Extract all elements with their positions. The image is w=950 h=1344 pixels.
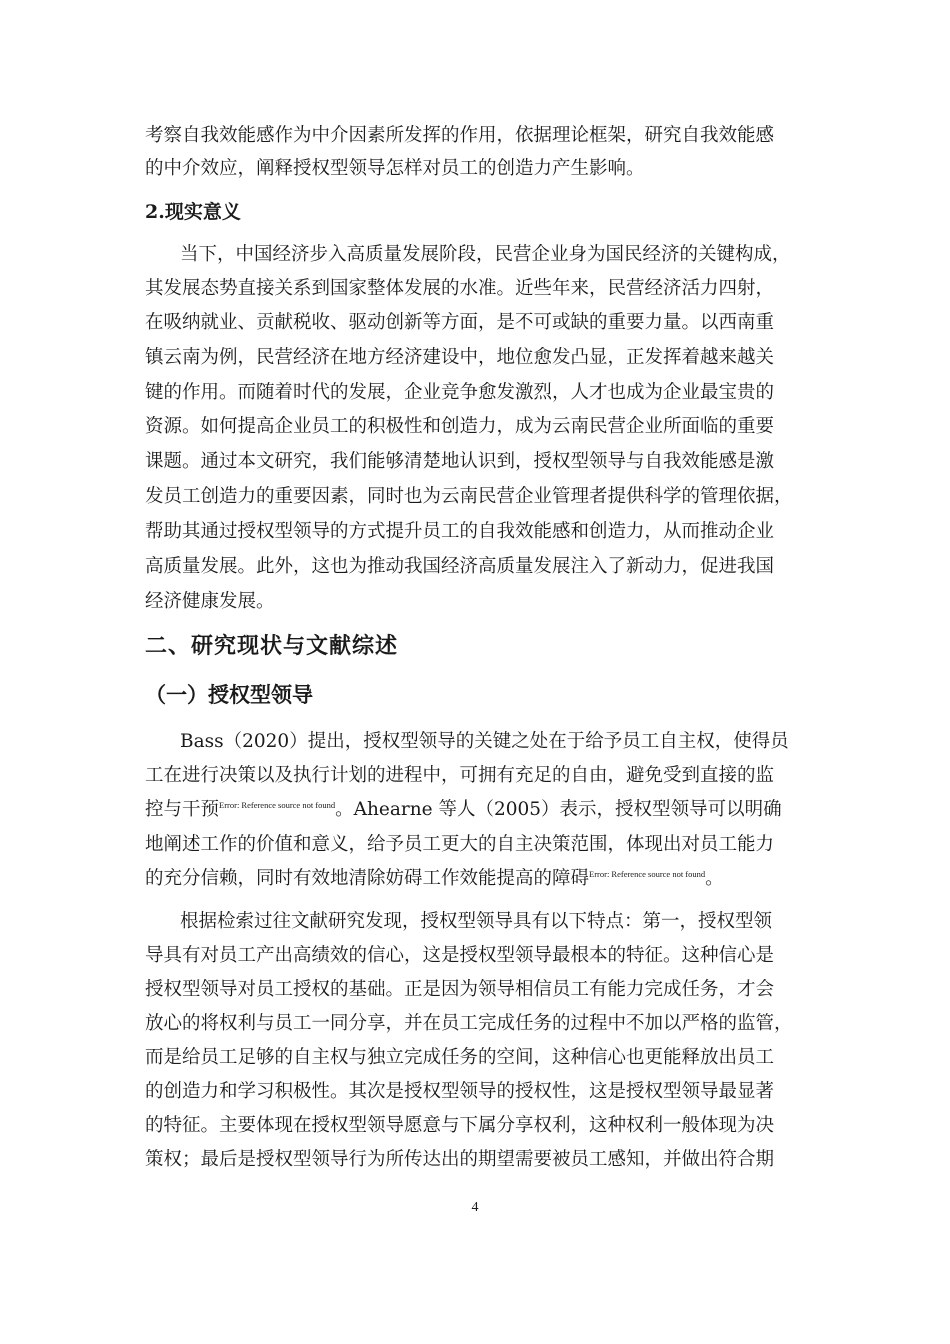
chapter-heading: 二、研究现状与文献综述 bbox=[145, 633, 399, 659]
paragraph-line: 发员工创造力的重要因素，同时也为云南民营企业管理者提供科学的管理依据， bbox=[145, 486, 793, 507]
reference-error-superscript: Error: Reference source not found bbox=[219, 800, 336, 810]
paragraph-line: 地阐述工作的价值和意义，给予员工更大的自主决策范围，体现出对员工能力 bbox=[145, 834, 775, 855]
paragraph-line bbox=[145, 798, 782, 822]
paragraph-line: 其发展态势直接关系到国家整体发展的水准。近些年来，民营经济活力四射， bbox=[145, 278, 775, 299]
paragraph-line: 工在进行决策以及执行计划的进程中，可拥有充足的自由，避免受到直接的监 bbox=[145, 765, 775, 786]
paragraph-line: 导具有对员工产出高绩效的信心，这是授权型领导最根本的特征。这种信心是 bbox=[145, 945, 775, 966]
paragraph-line: 高质量发展。此外，这也为推动我国经济高质量发展注入了新动力，促进我国 bbox=[145, 556, 775, 577]
paragraph-line: 的中介效应，阐释授权型领导怎样对员工的创造力产生影响。 bbox=[145, 158, 645, 179]
paragraph-line: 经济健康发展。 bbox=[145, 591, 275, 612]
paragraph-line: 考察自我效能感作为中介因素所发挥的作用，依据理论框架，研究自我效能感 bbox=[145, 125, 775, 146]
paragraph-line: 帮助其通过授权型领导的方式提升员工的自我效能感和创造力，从而推动企业 bbox=[145, 521, 775, 542]
paragraph-line: 镇云南为例，民营经济在地方经济建设中，地位愈发凸显，正发挥着越来越关 bbox=[145, 347, 775, 368]
paragraph-line: 放心的将权利与员工一同分享，并在员工完成任务的过程中不加以严格的监管， bbox=[145, 1013, 793, 1034]
paragraph-line: 键的作用。而随着时代的发展，企业竞争愈发激烈，人才也成为企业最宝贵的 bbox=[145, 382, 775, 403]
paragraph-line: Bass（2020）提出，授权型领导的关键之处在于给予员工自主权，使得员 bbox=[180, 731, 789, 752]
line-text: 的充分信赖，同时有效地清除妨碍工作效能提高的障碍 bbox=[145, 868, 590, 889]
paragraph-line: 授权型领导对员工授权的基础。正是因为领导相信员工有能力完成任务，才会 bbox=[145, 979, 775, 1000]
section-heading-practical-significance: 2.现实意义 bbox=[145, 201, 241, 223]
line-text: 。 bbox=[705, 868, 724, 889]
paragraph-line: 资源。如何提高企业员工的积极性和创造力，成为云南民营企业所面临的重要 bbox=[145, 416, 775, 437]
paragraph-line: 的特征。主要体现在授权型领导愿意与下属分享权利，这种权利一般体现为决 bbox=[145, 1115, 775, 1136]
paragraph-line: 而是给员工足够的自主权与独立完成任务的空间，这种信心也更能释放出员工 bbox=[145, 1047, 775, 1068]
paragraph-line: 的创造力和学习积极性。其次是授权型领导的授权性，这是授权型领导最显著 bbox=[145, 1081, 775, 1102]
line-text: 控与干预 bbox=[145, 799, 220, 820]
reference-error-superscript: Error: Reference source not found bbox=[589, 869, 706, 879]
paragraph-line: 策权；最后是授权型领导行为所传达出的期望需要被员工感知，并做出符合期 bbox=[145, 1149, 775, 1170]
paragraph-line bbox=[145, 867, 724, 891]
subsection-heading: （一）授权型领导 bbox=[145, 682, 313, 707]
paragraph-line: 当下，中国经济步入高质量发展阶段，民营企业身为国民经济的关键构成， bbox=[180, 244, 791, 265]
line-text: 。Ahearne 等人（2005）表示，授权型领导可以明确 bbox=[335, 799, 782, 820]
paragraph-line: 在吸纳就业、贡献税收、驱动创新等方面，是不可或缺的重要力量。以西南重 bbox=[145, 312, 775, 333]
paragraph-line: 课题。通过本文研究，我们能够清楚地认识到，授权型领导与自我效能感是激 bbox=[145, 451, 775, 472]
page-number: 4 bbox=[471, 1200, 479, 1215]
paragraph-line: 根据检索过往文献研究发现，授权型领导具有以下特点：第一，授权型领 bbox=[180, 911, 773, 932]
